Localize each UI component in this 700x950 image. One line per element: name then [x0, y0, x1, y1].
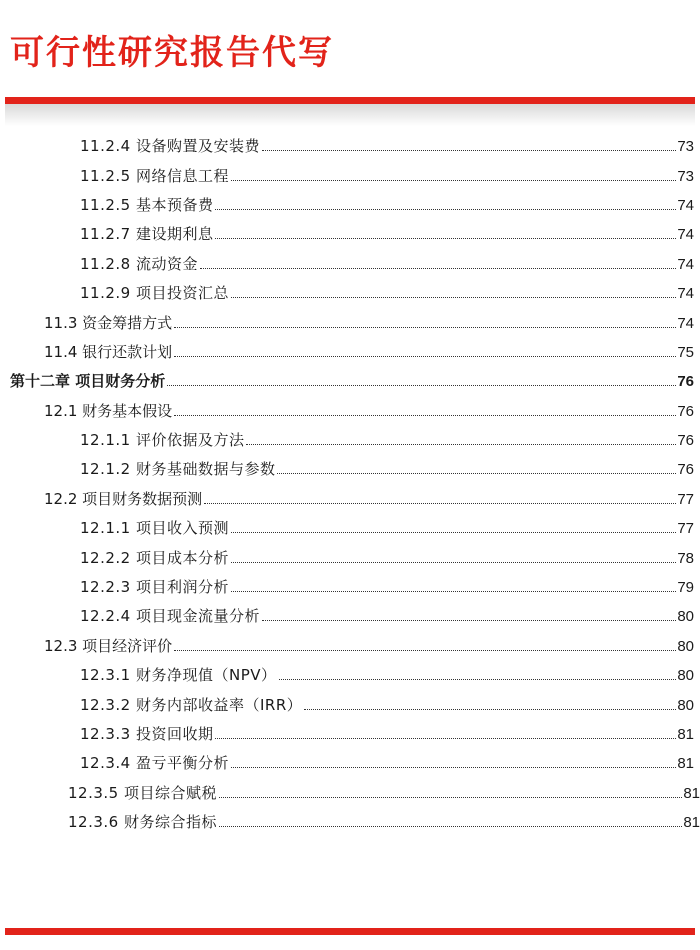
toc-entry-label: 第十二章 项目财务分析 [10, 372, 166, 391]
toc-entry[interactable] [0, 132, 700, 161]
toc-entry[interactable] [0, 690, 700, 719]
toc-entry-label: 12.1.1 评价依据及方法 [80, 431, 245, 450]
toc-entry-page-number: 79 [677, 579, 694, 597]
toc-entry-label: 12.3.3 投资回收期 [80, 725, 214, 743]
toc-entry[interactable] [0, 367, 700, 396]
toc-entry-label: 12.1.2 财务基础数据与参数 [80, 460, 276, 479]
dot-leader [204, 503, 676, 504]
dot-leader [304, 709, 676, 710]
toc-entry-label: 11.3 资金筹措方式 [44, 313, 173, 332]
dot-leader [215, 738, 676, 739]
dot-leader [277, 473, 676, 474]
toc-entry[interactable] [0, 602, 700, 631]
toc-entry[interactable] [0, 279, 700, 308]
toc-entry[interactable] [0, 632, 700, 661]
toc-entry[interactable] [0, 573, 700, 602]
toc-entry-page-number: 73 [677, 167, 694, 185]
toc-entry-label: 11.2.7 建设期利息 [80, 225, 214, 244]
dot-leader [174, 356, 676, 357]
toc-entry-page-number: 78 [677, 549, 694, 567]
toc-entry-label: 12.2.3 项目利润分析 [80, 578, 229, 597]
dot-leader [231, 297, 676, 298]
dot-leader [231, 180, 676, 181]
toc-entry-page-number: 75 [677, 343, 694, 361]
toc-entry[interactable] [0, 543, 700, 572]
dot-leader [200, 268, 676, 269]
toc-entry-label: 12.1.1 项目收入预测 [80, 519, 229, 538]
toc-entry-label: 11.2.5 基本预备费 [80, 195, 214, 214]
toc-entry-page-number: 74 [677, 226, 694, 244]
toc-entry-label: 11.2.4 设备购置及安装费 [80, 137, 260, 156]
toc-entry[interactable] [0, 720, 700, 749]
toc-entry-page-number: 81 [677, 726, 694, 743]
dot-leader [279, 679, 677, 680]
dot-leader [231, 591, 676, 592]
toc-entry-label: 11.2.8 流动资金 [80, 254, 198, 273]
dot-leader [215, 209, 676, 210]
toc-entry-page-number: 74 [677, 285, 694, 303]
toc-entry-label: 12.3.5 项目综合赋税 [68, 783, 217, 802]
toc-entry[interactable] [0, 426, 700, 455]
toc-entry[interactable] [0, 161, 700, 190]
toc-entry[interactable] [0, 338, 700, 367]
toc-entry-page-number: 73 [677, 138, 694, 156]
toc-entry[interactable] [0, 220, 700, 249]
footer-divider [5, 928, 695, 935]
toc-entry-page-number: 74 [677, 255, 694, 273]
toc-entry[interactable] [0, 308, 700, 337]
toc-entry-page-number: 74 [677, 196, 694, 214]
toc-entry[interactable] [0, 397, 700, 426]
toc-entry-label: 11.2.5 网络信息工程 [80, 166, 229, 185]
toc-entry-label: 12.3.1 财务净现值（NPV） [80, 666, 277, 685]
toc-entry-page-number: 74 [677, 314, 694, 332]
dot-leader [174, 650, 676, 651]
toc-entry[interactable] [0, 485, 700, 514]
toc-entry-page-number: 80 [677, 667, 694, 685]
toc-entry-page-number: 81 [677, 755, 694, 773]
dot-leader [174, 415, 676, 416]
toc-entry-label: 12.1 财务基本假设 [44, 401, 173, 420]
dot-leader [246, 444, 676, 445]
toc-entry-label: 12.2 项目财务数据预测 [44, 489, 203, 508]
toc-entry[interactable] [0, 250, 700, 279]
toc-entry[interactable] [0, 514, 700, 543]
dot-leader [262, 150, 676, 151]
toc-entry[interactable] [0, 455, 700, 484]
toc-entry[interactable] [0, 779, 700, 808]
toc-entry-page-number: 76 [677, 373, 694, 391]
toc-entry-page-number: 76 [677, 432, 694, 450]
toc-entry-label: 12.3 项目经济评价 [44, 636, 173, 655]
dot-leader [231, 562, 676, 563]
toc-entry-page-number: 80 [677, 696, 694, 714]
dot-leader [215, 238, 676, 239]
toc-entry[interactable] [0, 661, 700, 690]
toc-entry[interactable] [0, 808, 700, 837]
dot-leader [219, 826, 682, 827]
toc-entry-page-number: 81 [683, 784, 700, 802]
toc-entry-page-number: 77 [677, 520, 694, 538]
toc-entry-page-number: 76 [677, 461, 694, 479]
table-of-contents [0, 132, 700, 837]
dot-leader [174, 327, 676, 328]
toc-entry-label: 12.3.4 盈亏平衡分析 [80, 754, 229, 773]
dot-leader [262, 620, 676, 621]
dot-leader [231, 767, 676, 768]
toc-entry-label: 12.3.2 财务内部收益率（IRR） [80, 695, 303, 714]
toc-entry[interactable] [0, 749, 700, 778]
toc-entry[interactable] [0, 191, 700, 220]
header-shadow [5, 104, 695, 126]
toc-entry-page-number: 80 [677, 637, 694, 655]
dot-leader [219, 797, 682, 798]
toc-entry-label: 11.4 银行还款计划 [44, 342, 173, 361]
page-header-title: 可行性研究报告代写 [10, 33, 334, 73]
toc-entry-page-number: 76 [677, 402, 694, 420]
toc-entry-page-number: 81 [683, 814, 700, 832]
toc-entry-label: 11.2.9 项目投资汇总 [80, 284, 229, 303]
header-divider [5, 97, 695, 104]
dot-leader [167, 385, 676, 386]
toc-entry-label: 12.2.2 项目成本分析 [80, 548, 229, 567]
toc-entry-page-number: 80 [677, 608, 694, 626]
toc-entry-label: 12.2.4 项目现金流量分析 [80, 607, 260, 626]
dot-leader [231, 532, 676, 533]
toc-entry-page-number: 77 [677, 490, 694, 508]
toc-entry-label: 12.3.6 财务综合指标 [68, 813, 217, 832]
